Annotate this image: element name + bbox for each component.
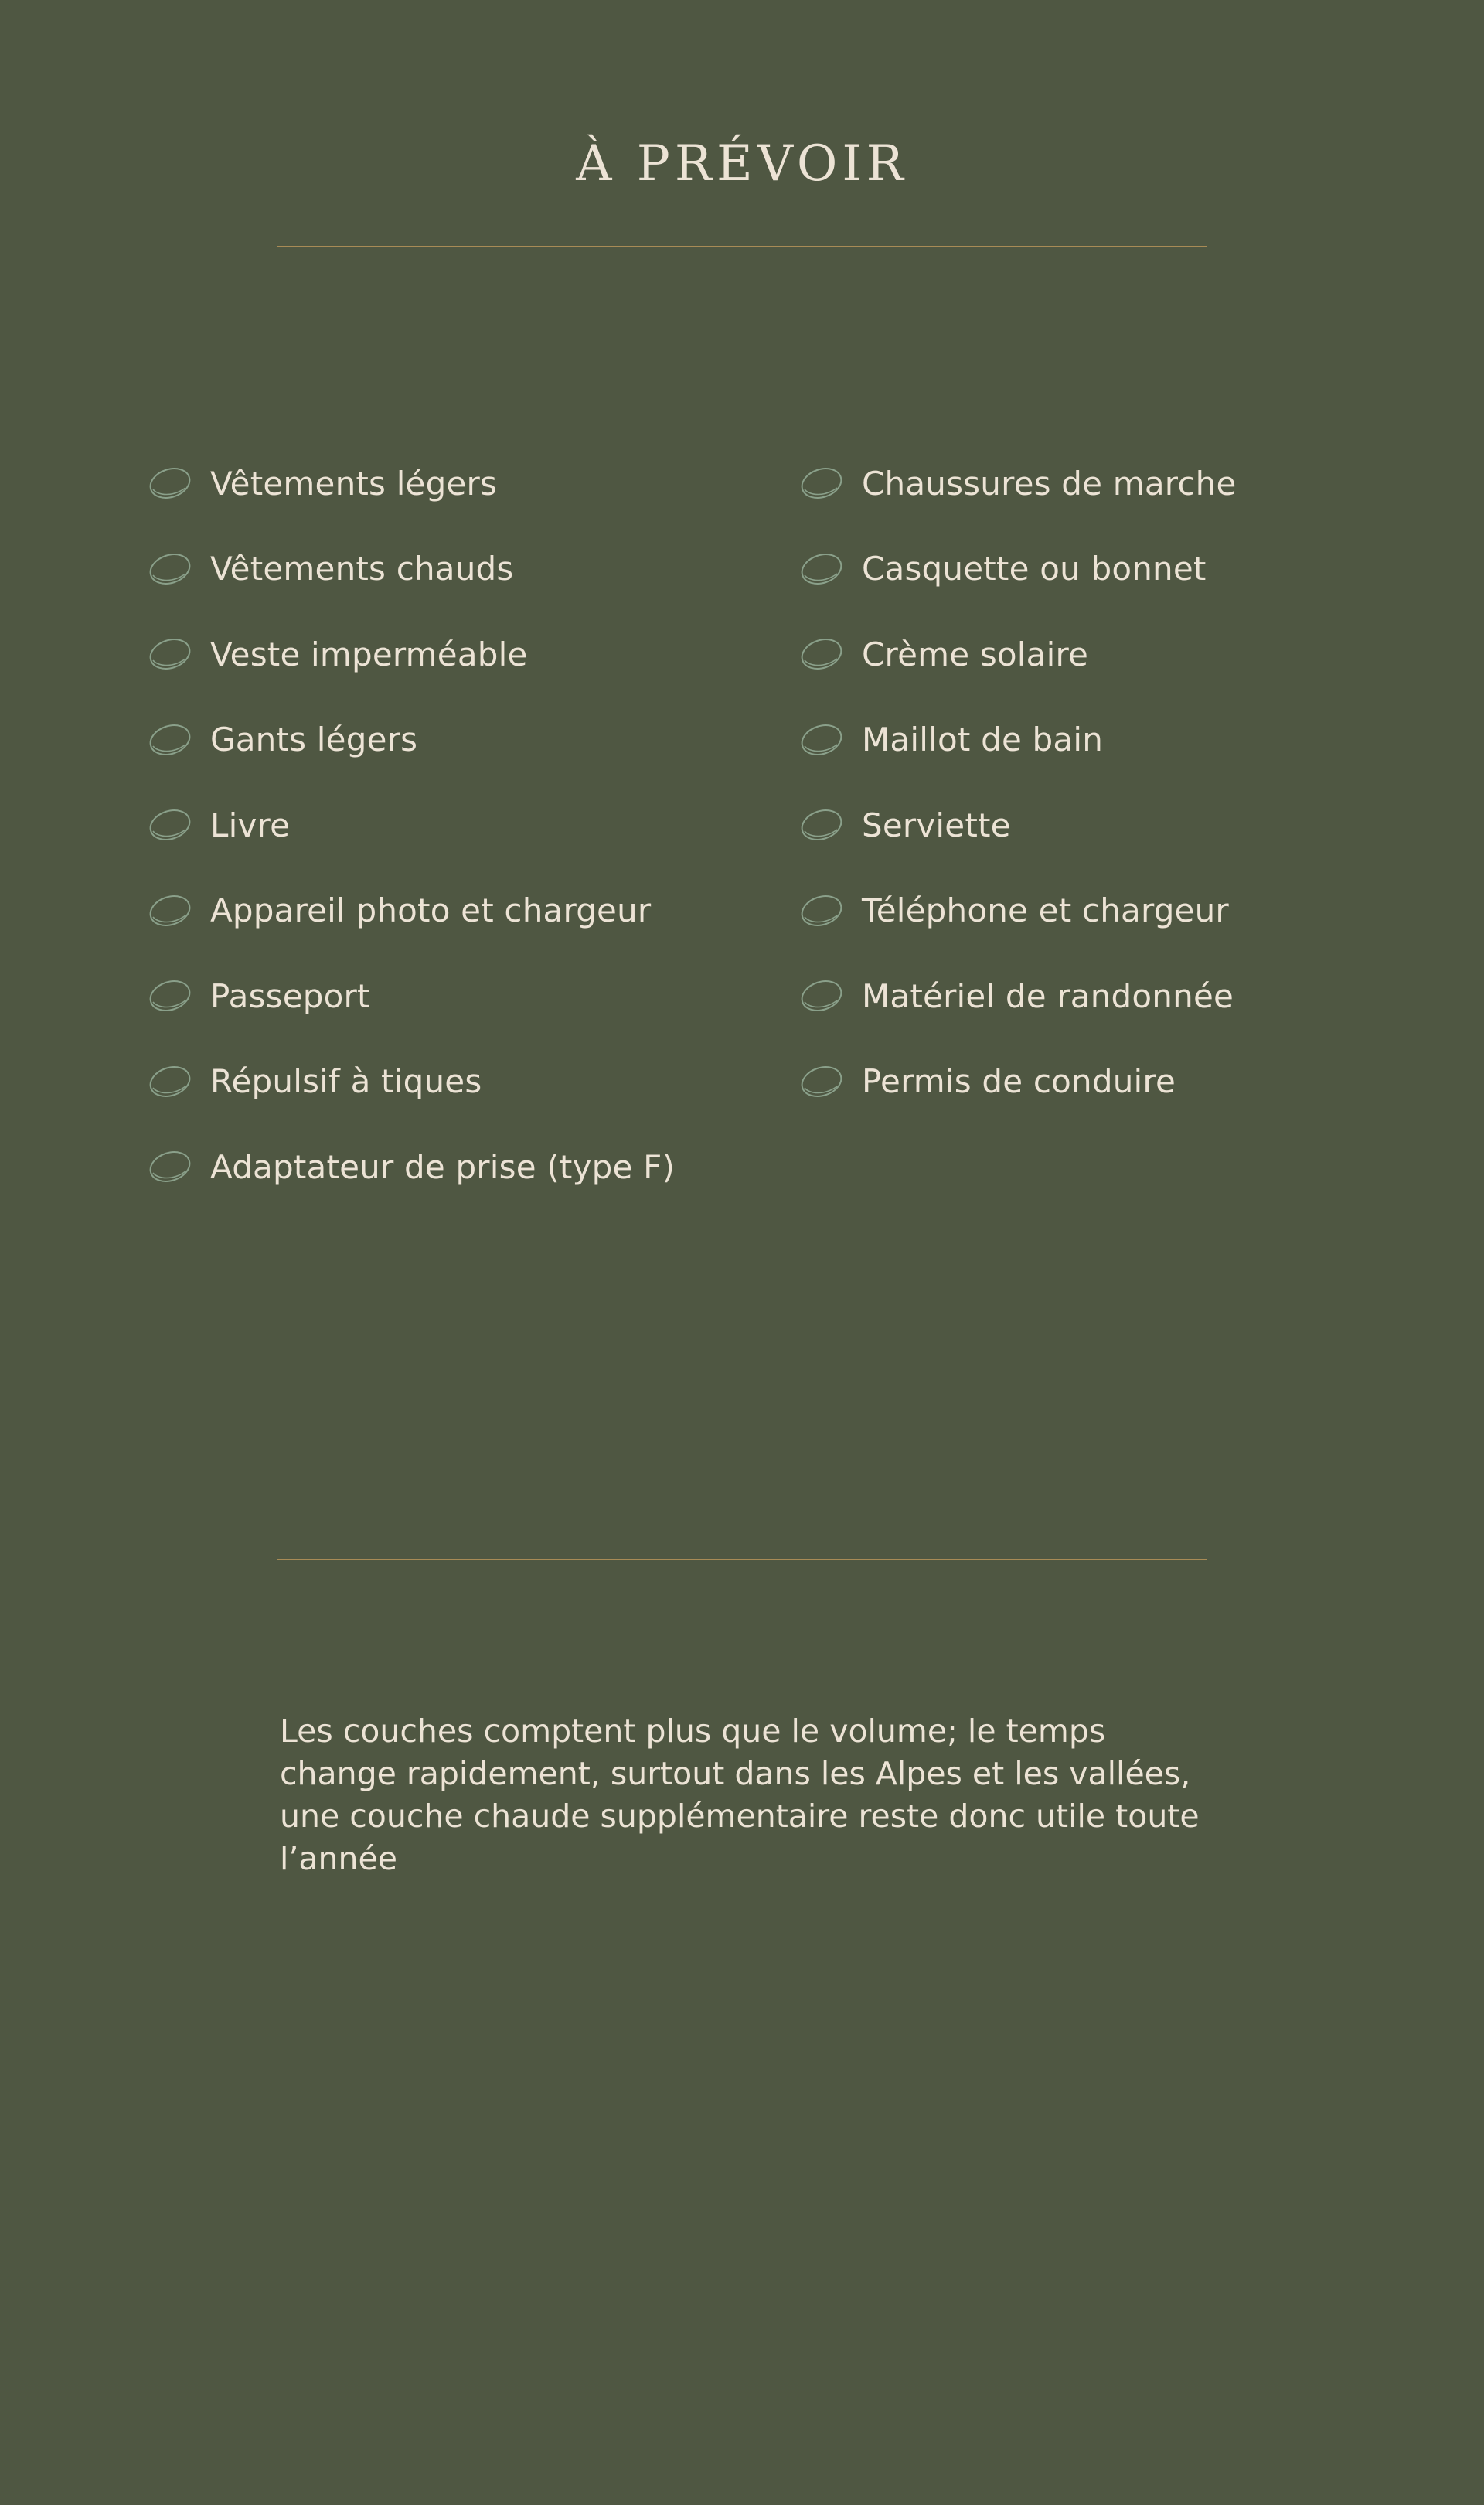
checklist-column-right bbox=[798, 441, 1237, 1124]
checklist-item[interactable] bbox=[147, 1124, 675, 1210]
checklist-item[interactable] bbox=[147, 953, 675, 1039]
checkbox-circle-icon[interactable] bbox=[798, 1065, 845, 1099]
checkbox-circle-icon[interactable] bbox=[798, 894, 845, 928]
checkbox-circle-icon[interactable] bbox=[147, 723, 193, 757]
checklist-item[interactable] bbox=[798, 953, 1237, 1039]
checklist-item[interactable] bbox=[798, 868, 1237, 954]
checkbox-circle-icon[interactable] bbox=[798, 979, 845, 1013]
packing-tip-note: Les couches comptent plus que le volume; le temps change rapidement, surtout dans les Alpes et les vallées, une couche chaude supplémentaire reste donc utile toute l’année bbox=[280, 1713, 1200, 1877]
checklist-item-label: Téléphone et chargeur bbox=[862, 891, 1229, 930]
checklist-item-label: Passeport bbox=[210, 976, 370, 1015]
checkbox-circle-icon[interactable] bbox=[147, 808, 193, 842]
checklist-item-label: Maillot de bain bbox=[862, 721, 1104, 759]
checklist-item-label: Permis de conduire bbox=[862, 1062, 1176, 1101]
checklist-item-label: Répulsif à tiques bbox=[210, 1062, 482, 1101]
bottom-divider bbox=[277, 1559, 1207, 1560]
checklist-item-label: Chaussures de marche bbox=[862, 464, 1237, 503]
checklist-item-label: Matériel de randonnée bbox=[862, 976, 1234, 1015]
checklist-item[interactable] bbox=[798, 441, 1237, 527]
checkbox-circle-icon[interactable] bbox=[798, 552, 845, 586]
checkbox-circle-icon[interactable] bbox=[147, 979, 193, 1013]
checkbox-circle-icon[interactable] bbox=[798, 637, 845, 671]
checklist-item-label: Livre bbox=[210, 806, 291, 844]
checkbox-circle-icon[interactable] bbox=[798, 723, 845, 757]
checklist-item[interactable] bbox=[798, 527, 1237, 612]
checklist-item-label: Vêtements légers bbox=[210, 464, 498, 503]
checkbox-circle-icon[interactable] bbox=[147, 637, 193, 671]
checklist-item-label: Crème solaire bbox=[862, 635, 1089, 673]
checklist-item[interactable] bbox=[147, 612, 675, 697]
checklist-item-label: Vêtements chauds bbox=[210, 550, 514, 588]
checkbox-circle-icon[interactable] bbox=[147, 1065, 193, 1099]
checklist-item[interactable] bbox=[147, 441, 675, 527]
checklist-item-label: Gants légers bbox=[210, 721, 418, 759]
checklist-item[interactable] bbox=[798, 782, 1237, 868]
checklist-item-label: Serviette bbox=[862, 806, 1011, 844]
checklist-item[interactable] bbox=[147, 1039, 675, 1125]
checklist-column-left bbox=[147, 441, 675, 1210]
checkbox-circle-icon[interactable] bbox=[147, 466, 193, 500]
top-divider bbox=[277, 246, 1207, 247]
checklist-item-label: Casquette ou bonnet bbox=[862, 550, 1207, 588]
checklist-item-label: Appareil photo et chargeur bbox=[210, 891, 652, 930]
checklist-item-label: Adaptateur de prise (type F) bbox=[210, 1147, 676, 1186]
checkbox-circle-icon[interactable] bbox=[798, 466, 845, 500]
checklist-item[interactable] bbox=[798, 1039, 1237, 1125]
checklist-item-label: Veste imperméable bbox=[210, 635, 528, 673]
page-title: À PRÉVOIR bbox=[576, 135, 908, 193]
checkbox-circle-icon[interactable] bbox=[798, 808, 845, 842]
checkbox-circle-icon[interactable] bbox=[147, 1150, 193, 1184]
checkbox-circle-icon[interactable] bbox=[147, 894, 193, 928]
checklist-item[interactable] bbox=[147, 527, 675, 612]
checklist-item[interactable] bbox=[147, 868, 675, 954]
checklist-item[interactable] bbox=[147, 782, 675, 868]
checklist-item[interactable] bbox=[798, 612, 1237, 697]
checkbox-circle-icon[interactable] bbox=[147, 552, 193, 586]
checklist-item[interactable] bbox=[798, 697, 1237, 783]
checklist-item[interactable] bbox=[147, 697, 675, 783]
